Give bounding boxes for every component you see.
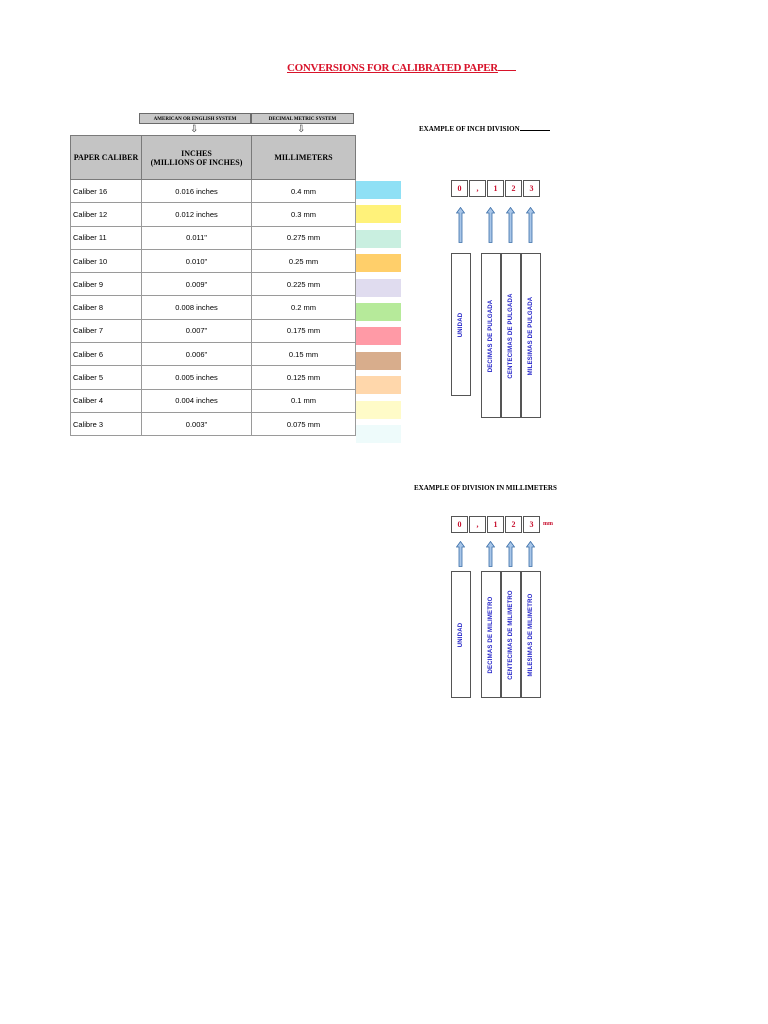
digit-box: 0 bbox=[451, 180, 468, 197]
digit-box: 2 bbox=[505, 180, 522, 197]
decimas-box bbox=[481, 253, 501, 418]
metric-system-label: DECIMAL METRIC SYSTEM bbox=[251, 113, 354, 124]
paper-color-swatch bbox=[356, 279, 401, 297]
up-arrow-icon bbox=[506, 207, 515, 243]
inches-cell: 0.006" bbox=[142, 343, 252, 366]
down-arrow-icon: ⇩ bbox=[297, 124, 306, 135]
decimas-label: DECIMAS DE PULGADA bbox=[488, 299, 494, 372]
inches-cell: 0.012 inches bbox=[142, 203, 252, 226]
inches-cell: 0.009" bbox=[142, 273, 252, 296]
mm-cell: 0.15 mm bbox=[252, 343, 356, 366]
caliber-cell: Caliber 11 bbox=[71, 226, 142, 249]
unidad-box bbox=[451, 571, 471, 698]
page-title: CONVERSIONS FOR CALIBRATED PAPER bbox=[287, 62, 516, 74]
inches-cell: 0.007" bbox=[142, 319, 252, 342]
caliber-cell: Caliber 6 bbox=[71, 343, 142, 366]
mm-unit-label: mm bbox=[543, 521, 553, 527]
up-arrow-icon bbox=[526, 207, 535, 243]
centecimas-label: CENTECIMAS DE MILIMETRO bbox=[508, 589, 514, 680]
table-row bbox=[71, 249, 356, 272]
digit-box: , bbox=[469, 516, 486, 533]
centecimas-label: CENTECIMAS DE PULGADA bbox=[508, 292, 514, 379]
mm-example-heading-text: EXAMPLE OF DIVISION IN MILLIMETERS bbox=[414, 484, 557, 492]
up-arrow-icon bbox=[456, 207, 465, 243]
digit-box: 3 bbox=[523, 516, 540, 533]
american-system-label: AMERICAN OR ENGLISH SYSTEM bbox=[139, 113, 251, 124]
milesimas-label: MILESIMAS DE MILIMETRO bbox=[528, 592, 534, 677]
table-row bbox=[71, 343, 356, 366]
up-arrow-icon bbox=[486, 207, 495, 243]
centecimas-box bbox=[501, 253, 521, 418]
table-header-row bbox=[71, 136, 356, 180]
inch-digit-boxes bbox=[451, 180, 541, 197]
header-inches-line2: (MILLIONS OF INCHES) bbox=[150, 157, 243, 167]
header-millimeters: MILLIMETERS bbox=[252, 136, 356, 180]
digit-box: 1 bbox=[487, 180, 504, 197]
paper-color-swatch bbox=[356, 205, 401, 223]
paper-color-swatch bbox=[356, 376, 401, 394]
digit-box: 0 bbox=[451, 516, 468, 533]
header-inches-line1: INCHES bbox=[181, 148, 212, 158]
milesimas-box bbox=[521, 571, 541, 698]
header-inches bbox=[142, 136, 252, 180]
mm-cell: 0.175 mm bbox=[252, 319, 356, 342]
mm-cell: 0.25 mm bbox=[252, 249, 356, 272]
up-arrow-icon bbox=[486, 541, 495, 567]
mm-cell: 0.075 mm bbox=[252, 412, 356, 435]
mm-cell: 0.275 mm bbox=[252, 226, 356, 249]
table-row bbox=[71, 412, 356, 435]
caliber-cell: Calibre 3 bbox=[71, 412, 142, 435]
decimas-box bbox=[481, 571, 501, 698]
mm-cell: 0.225 mm bbox=[252, 273, 356, 296]
table-row bbox=[71, 273, 356, 296]
paper-color-swatch bbox=[356, 327, 401, 345]
up-arrow-icon bbox=[456, 541, 465, 567]
inches-cell: 0.008 inches bbox=[142, 296, 252, 319]
caliber-cell: Caliber 9 bbox=[71, 273, 142, 296]
mm-digit-boxes bbox=[451, 516, 541, 533]
table-row bbox=[71, 180, 356, 203]
mm-cell: 0.2 mm bbox=[252, 296, 356, 319]
table-row bbox=[71, 203, 356, 226]
down-arrow-icon: ⇩ bbox=[190, 124, 199, 135]
unidad-box bbox=[451, 253, 471, 396]
milesimas-label: MILESIMAS DE PULGADA bbox=[528, 296, 534, 375]
caliber-cell: Caliber 4 bbox=[71, 389, 142, 412]
caliber-table bbox=[70, 135, 356, 436]
caliber-cell: Caliber 5 bbox=[71, 366, 142, 389]
inches-cell: 0.004 inches bbox=[142, 389, 252, 412]
inches-cell: 0.011" bbox=[142, 226, 252, 249]
digit-box: 2 bbox=[505, 516, 522, 533]
inches-cell: 0.010" bbox=[142, 249, 252, 272]
caliber-cell: Caliber 12 bbox=[71, 203, 142, 226]
milesimas-box bbox=[521, 253, 541, 418]
decimas-label: DECIMAS DE MILIMETRO bbox=[488, 596, 494, 673]
caliber-cell: Caliber 7 bbox=[71, 319, 142, 342]
paper-color-swatch bbox=[356, 230, 401, 248]
paper-color-swatch bbox=[356, 254, 401, 272]
unidad-label: UNIDAD bbox=[458, 312, 464, 337]
mm-cell: 0.125 mm bbox=[252, 366, 356, 389]
table-row bbox=[71, 296, 356, 319]
mm-example-heading bbox=[414, 484, 557, 492]
inches-cell: 0.005 inches bbox=[142, 366, 252, 389]
digit-box: 3 bbox=[523, 180, 540, 197]
table-row bbox=[71, 319, 356, 342]
up-arrow-icon bbox=[506, 541, 515, 567]
inch-example-heading bbox=[419, 125, 550, 133]
table-row bbox=[71, 389, 356, 412]
up-arrow-icon bbox=[526, 541, 535, 567]
caliber-cell: Caliber 16 bbox=[71, 180, 142, 203]
centecimas-box bbox=[501, 571, 521, 698]
heading-underline bbox=[520, 130, 550, 131]
unidad-label: UNIDAD bbox=[458, 622, 464, 647]
paper-color-swatch bbox=[356, 401, 401, 419]
inches-cell: 0.003" bbox=[142, 412, 252, 435]
mm-cell: 0.4 mm bbox=[252, 180, 356, 203]
paper-color-swatch bbox=[356, 181, 401, 199]
table-row bbox=[71, 226, 356, 249]
table-row bbox=[71, 366, 356, 389]
mm-cell: 0.1 mm bbox=[252, 389, 356, 412]
digit-box: 1 bbox=[487, 516, 504, 533]
header-paper-caliber: PAPER CALIBER bbox=[71, 136, 142, 180]
paper-color-swatch bbox=[356, 425, 401, 443]
paper-color-swatch bbox=[356, 352, 401, 370]
paper-color-swatch bbox=[356, 303, 401, 321]
mm-cell: 0.3 mm bbox=[252, 203, 356, 226]
inch-example-heading-text: EXAMPLE OF INCH DIVISION bbox=[419, 125, 520, 133]
caliber-cell: Caliber 10 bbox=[71, 249, 142, 272]
digit-box: , bbox=[469, 180, 486, 197]
caliber-cell: Caliber 8 bbox=[71, 296, 142, 319]
inches-cell: 0.016 inches bbox=[142, 180, 252, 203]
